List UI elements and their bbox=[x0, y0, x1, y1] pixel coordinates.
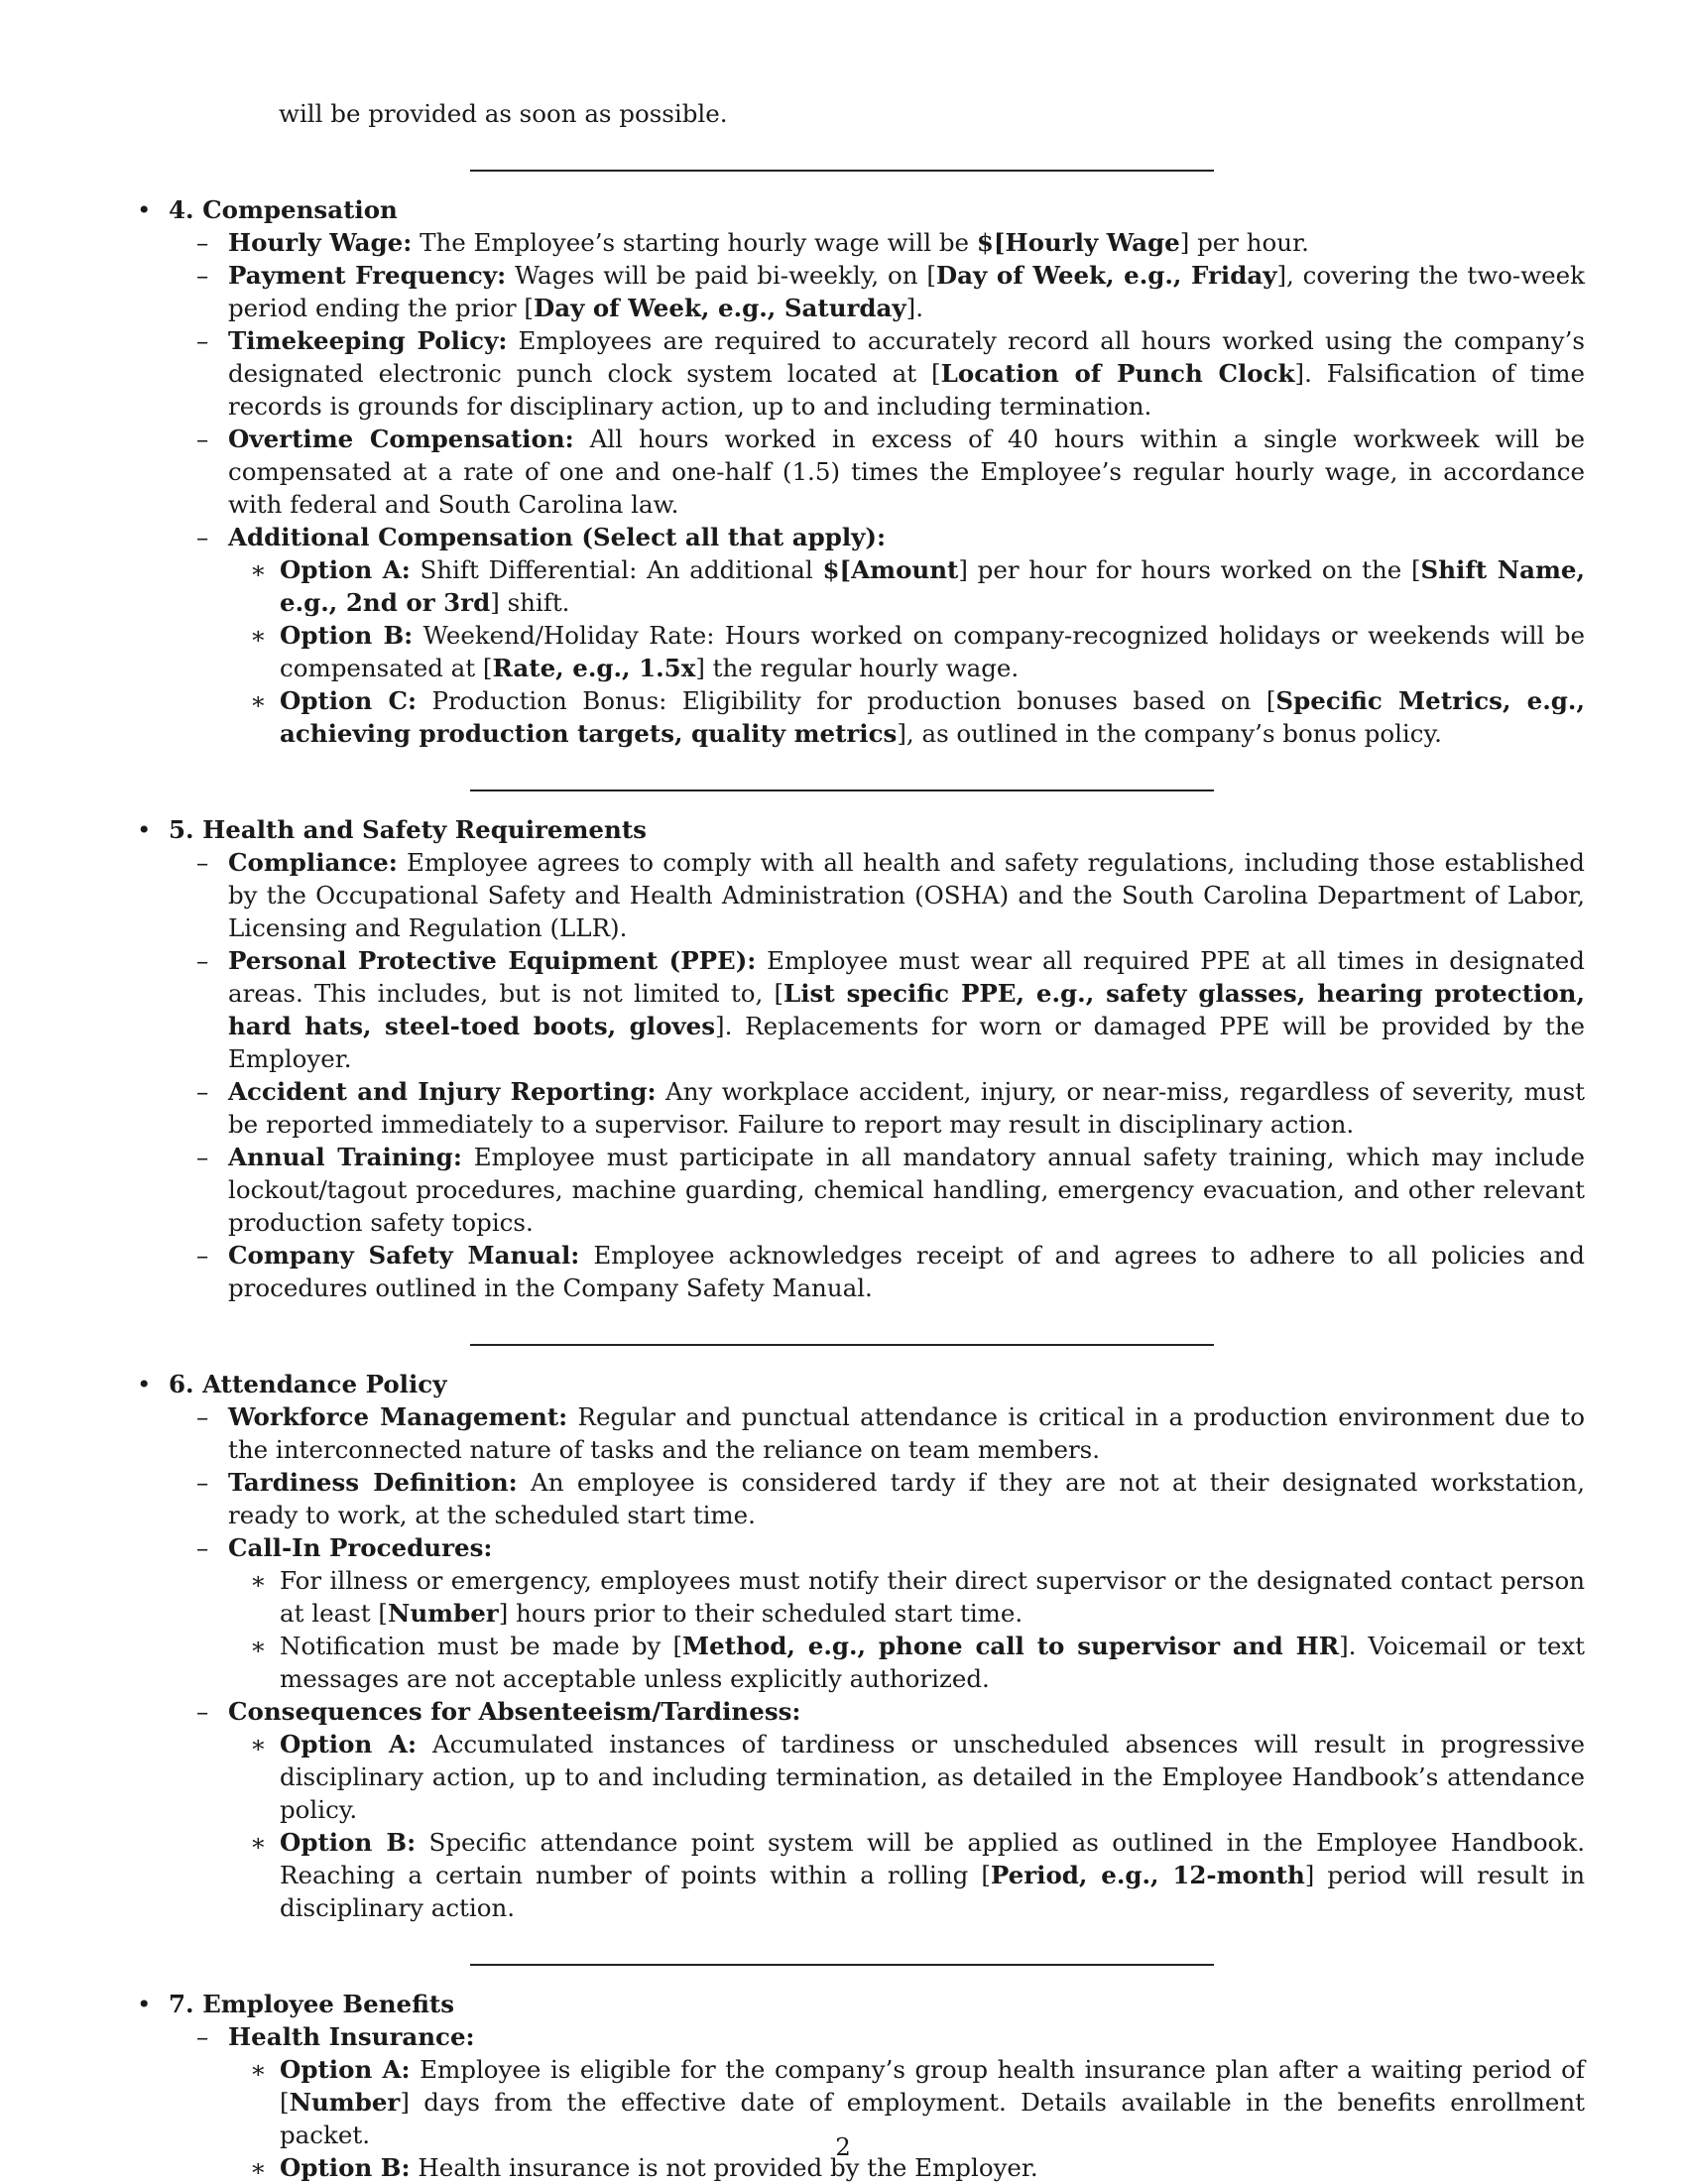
sub-list-item: ∗ Option B: Health insurance is not provided by the Employer. bbox=[250, 2153, 1038, 2182]
list-item: – Compliance: Employee agrees to comply with all health and safety regulations, including those established by the Occupational Safety and Health Administration (OSHA) and the South Carolina Department of Labor, Licensing and Regulation (LLR). bbox=[196, 848, 1585, 942]
dash-icon: – bbox=[196, 1402, 209, 1431]
dash-icon: – bbox=[196, 425, 209, 453]
asterisk-icon: ∗ bbox=[250, 555, 267, 584]
sub-list-item: ∗ Option B: Specific attendance point system will be applied as outlined in the Employee Handbook. Reaching a certain number of points within a rolling [Period, e.g., 12-month] period will result in disciplinary action. bbox=[250, 1828, 1585, 1922]
dash-icon: – bbox=[196, 1241, 209, 1270]
asterisk-icon: ∗ bbox=[250, 2153, 267, 2182]
dash-icon: – bbox=[196, 1143, 209, 1171]
asterisk-icon: ∗ bbox=[250, 1632, 267, 1660]
list-item: – Payment Frequency: Wages will be paid bi-weekly, on [Day of Week, e.g., Friday], covering the two-week period ending the prior [Day of Week, e.g., Saturday]. bbox=[196, 261, 1586, 322]
list-item: – Health Insurance: bbox=[196, 2022, 475, 2051]
list-item: – Company Safety Manual: Employee acknowledges receipt of and agrees to adhere to all policies and procedures outlined in the Company Safety Manual. bbox=[196, 1241, 1585, 1302]
section-heading: • 5. Health and Safety Requirements bbox=[137, 815, 647, 844]
list-item: – Annual Training: Employee must participate in all mandatory annual safety training, which may include lockout/tagout procedures, machine guarding, chemical handling, emergency evacuation, and other relevant production safety topics. bbox=[196, 1143, 1585, 1237]
list-item: – Tardiness Definition: An employee is considered tardy if they are not at their designated workstation, ready to work, at the scheduled start time. bbox=[196, 1468, 1585, 1529]
list-item: – Timekeeping Policy: Employees are required to accurately record all hours worked using the company’s designated electronic punch clock system located at [Location of Punch Clock]. Falsification of time records is grounds for disciplinary action, up to and including termination. bbox=[196, 326, 1585, 421]
section-divider bbox=[470, 170, 1214, 172]
asterisk-icon: ∗ bbox=[250, 1730, 267, 1759]
dash-icon: – bbox=[196, 848, 209, 877]
asterisk-icon: ∗ bbox=[250, 1566, 267, 1595]
dash-icon: – bbox=[196, 261, 209, 290]
dash-icon: – bbox=[196, 523, 209, 551]
dash-icon: – bbox=[196, 1697, 209, 1726]
list-item: – Call-In Procedures: bbox=[196, 1533, 493, 1562]
section-compensation bbox=[137, 193, 1585, 750]
list-item: – Additional Compensation (Select all that apply): bbox=[196, 523, 887, 551]
sub-list-item: ∗ Option A: Employee is eligible for the company’s group health insurance plan after a waiting period of [Number] days from the effective date of employment. Details available in the benefits enrollment packet. bbox=[250, 2055, 1585, 2149]
continuation-text: will be provided as soon as possible. bbox=[279, 99, 728, 128]
dash-icon: – bbox=[196, 228, 209, 257]
bullet-icon: • bbox=[137, 195, 152, 224]
list-item: – Workforce Management: Regular and punctual attendance is critical in a production environment due to the interconnected nature of tasks and the reliance on team members. bbox=[196, 1402, 1585, 1464]
bullet-icon: • bbox=[137, 1990, 152, 2018]
document-body bbox=[137, 97, 1585, 2184]
list-item: – Personal Protective Equipment (PPE): Employee must wear all required PPE at all times in designated areas. This includes, but is not limited to, [List specific PPE, e.g., safety glasses, hearing protection, hard hats, steel-toed boots, gloves]. Replacements for worn or damaged PPE will be provided by the Employer. bbox=[196, 946, 1585, 1073]
section-heading: • 6. Attendance Policy bbox=[137, 1370, 447, 1398]
sub-list-item: ∗ Option C: Production Bonus: Eligibility for production bonuses based on [Specific Metrics, e.g., achieving production targets, quality metrics], as outlined in the company’s bonus policy. bbox=[250, 686, 1585, 748]
list-item: – Accident and Injury Reporting: Any workplace accident, injury, or near-miss, regardless of severity, must be reported immediately to a supervisor. Failure to report may result in disciplinary action. bbox=[196, 1077, 1585, 1139]
dash-icon: – bbox=[196, 326, 209, 355]
bullet-icon: • bbox=[137, 815, 152, 844]
sub-list-item: ∗ Option B: Weekend/Holiday Rate: Hours worked on company-recognized holidays or weekends will be compensated at [Rate, e.g., 1.5x] the regular hourly wage. bbox=[250, 621, 1585, 682]
dash-icon: – bbox=[196, 946, 209, 975]
asterisk-icon: ∗ bbox=[250, 2055, 267, 2084]
page-number: 2 bbox=[835, 2132, 851, 2161]
sub-list-item: ∗ Notification must be made by [Method, e.g., phone call to supervisor and HR]. Voicemail or text messages are not acceptable unless explicitly authorized. bbox=[250, 1632, 1585, 1693]
section-divider bbox=[470, 1964, 1214, 1966]
sub-list-item: ∗ Option A: Accumulated instances of tardiness or unscheduled absences will result in progressive disciplinary action, up to and including termination, as detailed in the Employee Handbook’s attendance policy. bbox=[250, 1730, 1585, 1824]
section-attendance bbox=[137, 1368, 1585, 1924]
asterisk-icon: ∗ bbox=[250, 1828, 267, 1857]
sub-list-item: ∗ Option A: Shift Differential: An additional $[Amount] per hour for hours worked on the [Shift Name, e.g., 2nd or 3rd] shift. bbox=[250, 555, 1586, 617]
dash-icon: – bbox=[196, 1468, 209, 1497]
dash-icon: – bbox=[196, 1077, 209, 1106]
list-item: – Consequences for Absenteeism/Tardiness: bbox=[196, 1697, 801, 1726]
asterisk-icon: ∗ bbox=[250, 686, 267, 715]
section-divider bbox=[470, 789, 1214, 791]
sub-list-item: ∗ For illness or emergency, employees must notify their direct supervisor or the designated contact person at least [Number] hours prior to their scheduled start time. bbox=[250, 1566, 1585, 1628]
list-item: – Hourly Wage: The Employee’s starting hourly wage will be $[Hourly Wage] per hour. bbox=[196, 228, 1309, 257]
section-health-safety bbox=[137, 813, 1585, 1304]
section-heading: • 7. Employee Benefits bbox=[137, 1990, 455, 2018]
dash-icon: – bbox=[196, 2022, 209, 2051]
asterisk-icon: ∗ bbox=[250, 621, 267, 650]
list-item: – Overtime Compensation: All hours worked in excess of 40 hours within a single workweek will be compensated at a rate of one and one-half (1.5) times the Employee’s regular hourly wage, in accordance with federal and South Carolina law. bbox=[196, 425, 1585, 519]
section-divider bbox=[470, 1344, 1214, 1346]
dash-icon: – bbox=[196, 1533, 209, 1562]
section-heading: • 4. Compensation bbox=[137, 195, 398, 224]
bullet-icon: • bbox=[137, 1370, 152, 1398]
